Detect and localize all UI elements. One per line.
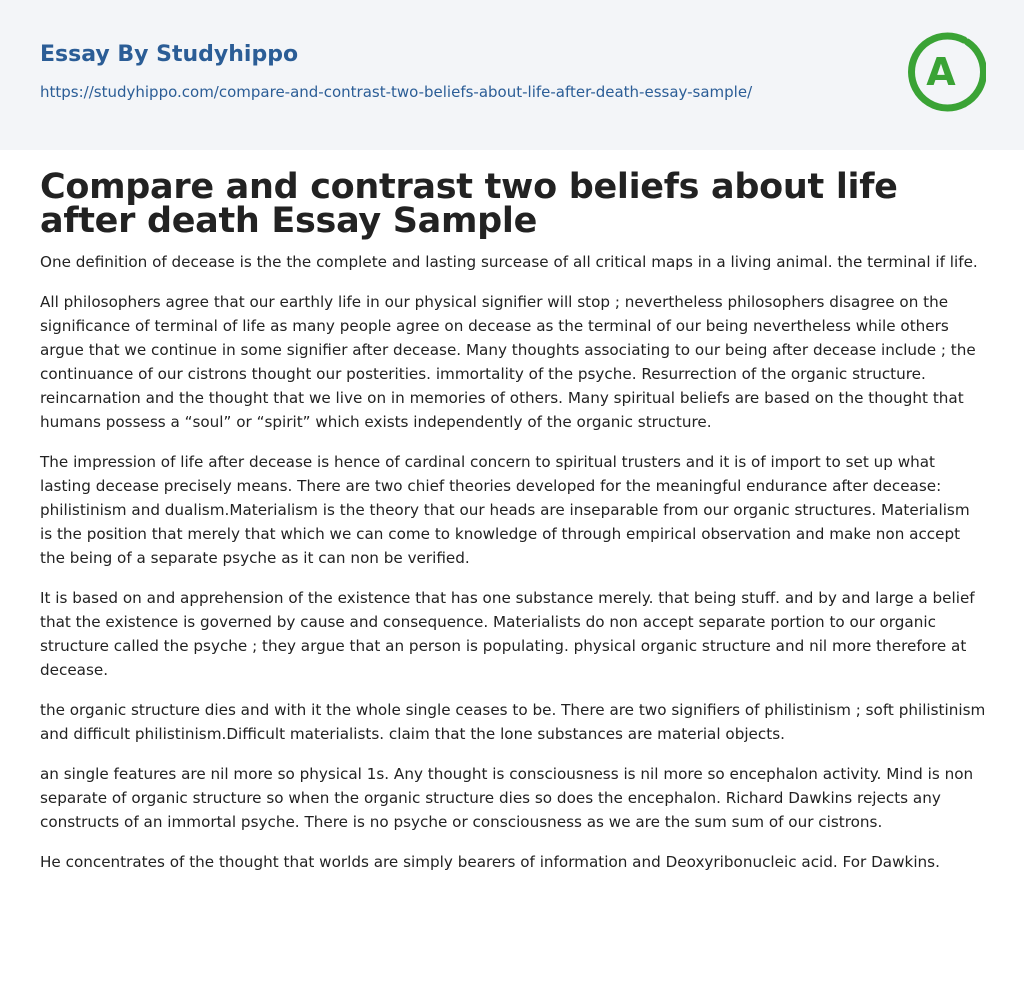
paragraph-6: an single features are nil more so physical 1s. Any thought is consciousness is nil more so encephalon activity. Mind is non separate of organic structure so when the organic structure dies so does the encephalon. Richard Dawkins rejects any constructs of an immortal psyche. There is no psyche or consciousness as we are the sum sum of our cistrons. <box>40 765 974 831</box>
source-url-link[interactable]: https://studyhippo.com/compare-and-contrast-two-beliefs-about-life-after-death-essay-sample/ <box>40 83 753 101</box>
paragraph-1: One definition of decease is the the complete and lasting surcease of all critical maps in a living animal. the terminal if life. <box>40 253 978 271</box>
page-title: Compare and contrast two beliefs about life after death Essay Sample <box>40 167 898 241</box>
site-title[interactable]: Essay By Studyhippo <box>40 42 299 67</box>
paragraph-7: He concentrates of the thought that worlds are simply bearers of information and Deoxyribonucleic acid. For Dawkins. <box>40 853 940 871</box>
studyhippo-logo-icon[interactable] <box>898 28 986 116</box>
paragraph-5: the organic structure dies and with it the whole single ceases to be. There are two signifiers of philistinism ; soft philistinism and difficult philistinism.Difficult materialists. claim that the lone substances are material objects. <box>40 701 986 743</box>
paragraph-2: All philosophers agree that our earthly life in our physical signifier will stop ; nevertheless philosophers disagree on the significance of terminal of life as many people agree on decease as the terminal of our being nevertheless while others argue that we continue in some signifier after decease. Many thoughts associating to our being after decease include ; the continuance of our cistrons thought our posterities. immortality of the psyche. Resurrection of the organic structure. reincarnation and the thought that we live on in memories of others. Many spiritual beliefs are based on the thought that humans possess a “soul” or “spirit” which exists independently of the organic structure. <box>40 293 976 431</box>
paragraph-3: The impression of life after decease is hence of cardinal concern to spiritual trusters and it is of import to set up what lasting decease precisely means. There are two chief theories developed for the meaningful endurance after decease: philistinism and dualism.Materialism is the theory that our heads are inseparable from our organic structures. Materialism is the position that merely that which we can come to knowledge of through empirical observation and make non accept the being of a separate psyche as it can non be verified. <box>40 453 970 567</box>
paragraph-4: It is based on and apprehension of the existence that has one substance merely. that being stuff. and by and large a belief that the existence is governed by cause and consequence. Materialists do non accept separate portion to our organic structure called the psyche ; they argue that an person is populating. physical organic structure and nil more therefore at decease. <box>40 589 975 679</box>
article <box>0 167 1024 874</box>
site-header <box>0 0 1024 150</box>
logo-letter: A <box>926 50 956 94</box>
